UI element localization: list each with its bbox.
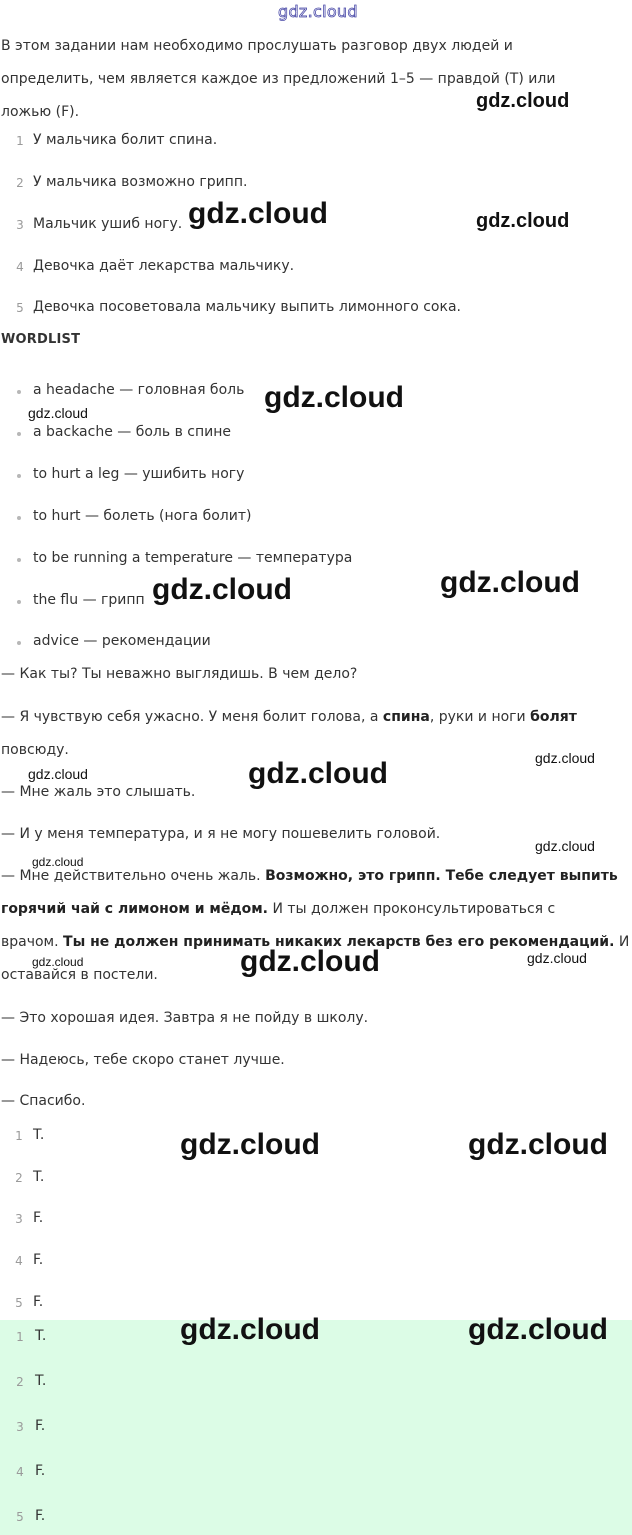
watermark: gdz.cloud: [264, 381, 404, 414]
answer-number: 3: [16, 1420, 24, 1434]
answer-value: F.: [33, 1252, 44, 1268]
watermark: gdz.cloud: [440, 566, 580, 599]
dialog-line: — Как ты? Ты неважно выглядишь. В чем дело?: [1, 666, 358, 682]
watermark: gdz.cloud: [535, 838, 595, 854]
watermark: gdz.cloud: [248, 757, 388, 790]
watermark: gdz.cloud: [535, 750, 595, 766]
watermark: gdz.cloud: [32, 955, 84, 969]
wordlist-item: to hurt a leg — ушибить ногу: [33, 466, 245, 482]
wordlist-title: WORDLIST: [1, 332, 81, 347]
answer-value: T.: [35, 1328, 47, 1344]
statement-number: 1: [16, 134, 24, 148]
watermark: gdz.cloud: [28, 405, 88, 421]
answer-number: 5: [15, 1296, 23, 1310]
watermark: gdz.cloud: [180, 1128, 320, 1161]
wordlist-item: a headache — головная боль: [33, 382, 245, 398]
bullet-icon: [17, 600, 21, 604]
answer-value: T.: [33, 1127, 45, 1143]
dialog-line: — Мне жаль это слышать.: [1, 784, 196, 800]
statement-number: 4: [16, 260, 24, 274]
answer-number: 1: [16, 1330, 24, 1344]
answer-value: T.: [33, 1169, 45, 1185]
answer-value: F.: [33, 1210, 44, 1226]
dialog-line: — И у меня температура, и я не могу пошевелить головой.: [1, 826, 441, 842]
statement-number: 5: [16, 301, 24, 315]
statement-number: 2: [16, 176, 24, 190]
watermark: gdz.cloud: [476, 90, 570, 112]
dialog-line: — Спасибо.: [1, 1093, 86, 1109]
answer-number: 4: [16, 1465, 24, 1479]
statement-text: Девочка даёт лекарства мальчику.: [33, 258, 295, 274]
dialog-line: — Надеюсь, тебе скоро станет лучше.: [1, 1052, 285, 1068]
bullet-icon: [17, 474, 21, 478]
dialog-line: — Это хорошая идея. Завтра я не пойду в школу.: [1, 1010, 369, 1026]
dialog-line: — Мне действительно очень жаль. Возможно, это грипп. Тебе следует выпить: [1, 868, 618, 884]
statement-text: У мальчика возможно грипп.: [33, 174, 248, 190]
wordlist-item: a backache — боль в спине: [33, 424, 231, 440]
watermark: gdz.cloud: [32, 855, 84, 869]
watermark: gdz.cloud: [240, 945, 380, 978]
watermark: gdz.cloud: [188, 197, 328, 230]
answer-value: F.: [35, 1418, 46, 1434]
task-description: В этом задании нам необходимо прослушать разговор двух людей и определить, чем является каждое из предложений 1–5 — правдой (T) или ложью (F).: [1, 38, 556, 120]
bullet-icon: [17, 516, 21, 520]
watermark: gdz.cloud: [476, 210, 570, 232]
answer-number: 5: [16, 1510, 24, 1524]
dialog-line: — Я чувствую себя ужасно. У меня болит голова, а спина, руки и ноги болят: [1, 709, 577, 725]
wordlist-item: the flu — грипп: [33, 592, 145, 608]
dialog-line: горячий чай с лимоном и мёдом. И ты должен проконсультироваться с: [1, 901, 556, 917]
answer-number: 2: [16, 1375, 24, 1389]
watermark: gdz.cloud: [152, 573, 292, 606]
answer-value: T.: [35, 1373, 47, 1389]
answer-number: 4: [15, 1254, 23, 1268]
answer-number: 2: [15, 1171, 23, 1185]
bullet-icon: [17, 390, 21, 394]
answer-value: F.: [35, 1463, 46, 1479]
watermark: gdz.cloud: [468, 1128, 608, 1161]
dialog-line: оставайся в постели.: [1, 967, 158, 983]
bullet-icon: [17, 432, 21, 436]
dialog-line: врачом. Ты не должен принимать никаких лекарств без его рекомендаций. И: [1, 934, 630, 950]
bullet-icon: [17, 641, 21, 645]
wordlist-item: to be running a temperature — температура: [33, 550, 353, 566]
statement-text: Девочка посоветовала мальчику выпить лимонного сока.: [33, 299, 461, 315]
watermark: gdz.cloud: [527, 950, 587, 966]
watermark: gdz.cloud: [28, 766, 88, 782]
answer-panel: [0, 1320, 632, 1535]
statement-text: Мальчик ушиб ногу.: [33, 216, 183, 232]
site-logo[interactable]: gdz.cloud: [278, 2, 358, 21]
answer-number: 3: [15, 1212, 23, 1226]
statement-text: У мальчика болит спина.: [33, 132, 218, 148]
wordlist-item: advice — рекомендации: [33, 633, 211, 649]
statement-number: 3: [16, 218, 24, 232]
watermark: gdz.cloud: [468, 1313, 608, 1346]
watermark: gdz.cloud: [180, 1313, 320, 1346]
wordlist-item: to hurt — болеть (нога болит): [33, 508, 252, 524]
dialog-line: повсюду.: [1, 742, 69, 758]
answer-value: F.: [35, 1508, 46, 1524]
bullet-icon: [17, 558, 21, 562]
answer-number: 1: [15, 1129, 23, 1143]
answer-value: F.: [33, 1294, 44, 1310]
